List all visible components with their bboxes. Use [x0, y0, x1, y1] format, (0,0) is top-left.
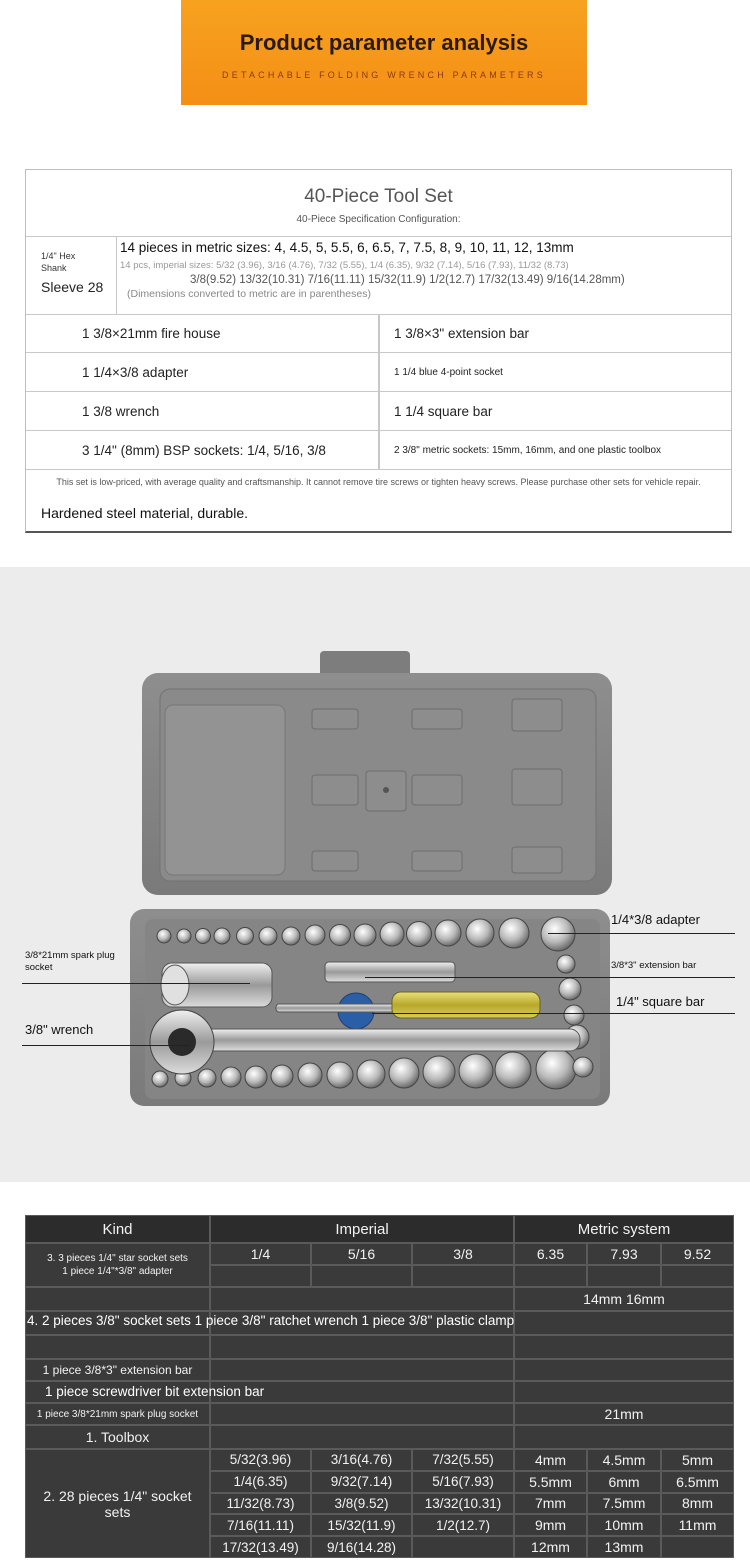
- spec-header: [26, 170, 731, 237]
- empty-cell: [210, 1265, 311, 1287]
- label-adapter: 1/4*3/8 adapter: [611, 912, 700, 927]
- empty-cell: [311, 1265, 412, 1287]
- empty-cell: [514, 1265, 587, 1287]
- kind-cell: 4. 2 pieces 3/8" socket sets 1 piece 3/8" ratchet wrench 1 piece 3/8" plastic clamp: [27, 1313, 515, 1328]
- extension-bar: [325, 962, 455, 982]
- material-note: Hardened steel material, durable.: [41, 505, 249, 521]
- banner-title: Product parameter analysis: [239, 30, 529, 55]
- col-header-kind: Kind: [25, 1215, 210, 1243]
- empty-cell: [210, 1403, 514, 1425]
- product-photo: [0, 567, 750, 1182]
- imperial-sizes-continued: 3/8(9.52) 13/32(10.31) 7/16(11.11) 15/32(11.9) 1/2(12.7) 17/32(13.49) 9/16(14.28mm): [190, 274, 625, 286]
- socket-size-cell: 1/2(12.7): [412, 1514, 514, 1536]
- empty-cell: [210, 1335, 514, 1359]
- empty-cell: [514, 1311, 734, 1335]
- socket-size-cell: 10mm: [587, 1514, 661, 1536]
- col-header-metric: Metric system: [514, 1215, 734, 1243]
- empty-cell: [25, 1287, 210, 1311]
- spec-item: 1 3/8×3" extension bar: [394, 326, 530, 341]
- socket-size-cell: 11mm: [661, 1514, 734, 1536]
- socket-size-cell: 15/32(11.9): [311, 1514, 412, 1536]
- socket-size-cell: 3/8(9.52): [311, 1493, 412, 1515]
- empty-cell: [514, 1335, 734, 1359]
- imperial-sizes: 14 pcs, imperial sizes: 5/32 (3.96), 3/16 (4.76), 7/32 (5.55), 1/4 (6.35), 9/32 (7.14), 5/16 (7.93), 11/32 (8.73): [120, 260, 569, 271]
- empty-cell: [210, 1287, 514, 1311]
- socket-size-cell: 5.5mm: [514, 1471, 587, 1493]
- sleeve-count: Sleeve 28: [41, 279, 104, 295]
- spec-item-grid: [26, 314, 731, 470]
- toolbox-illustration: [0, 567, 750, 1182]
- leader-line: [22, 983, 250, 984]
- socket-size-cell: [412, 1536, 514, 1558]
- socket-size-cell: 3/16(4.76): [311, 1449, 412, 1471]
- socket-size-cell: 6.5mm: [661, 1471, 734, 1493]
- banner-subtitle: DETACHABLE FOLDING WRENCH PARAMETERS: [222, 70, 546, 80]
- kind-cell: 2. 28 pieces 1/4" socket sets: [25, 1449, 210, 1558]
- socket-size-cell: 11/32(8.73): [210, 1493, 311, 1515]
- socket-size-cell: 5mm: [661, 1449, 734, 1471]
- socket-size-cell: 7/16(11.11): [210, 1514, 311, 1536]
- spec-card: [25, 169, 732, 533]
- empty-cell: [661, 1265, 734, 1287]
- empty-cell: [210, 1359, 514, 1381]
- header-banner: [181, 0, 587, 105]
- socket-size-cell: 12mm: [514, 1536, 587, 1558]
- spec-row: [26, 431, 731, 470]
- spec-item: 1 1/4×3/8 adapter: [82, 365, 189, 380]
- spec-item: 1 1/4 blue 4-point socket: [394, 367, 503, 378]
- leader-line: [372, 1013, 735, 1014]
- socket-size-cell: 4.5mm: [587, 1449, 661, 1471]
- metric-cell: 6.35: [514, 1243, 587, 1265]
- empty-cell: [514, 1381, 734, 1403]
- leader-line: [365, 977, 735, 978]
- ratchet-wrench: [200, 1029, 580, 1051]
- spec-item: 1 3/8 wrench: [82, 404, 160, 419]
- empty-cell: [412, 1265, 514, 1287]
- spec-sizes-cell: [120, 240, 725, 300]
- screwdriver-handle: [392, 992, 540, 1018]
- label-square-bar: 1/4" square bar: [616, 994, 705, 1009]
- spec-sleeve-cell: [26, 236, 117, 314]
- kind-cell: 1. Toolbox: [25, 1425, 210, 1449]
- imperial-cell: 3/8: [412, 1243, 514, 1265]
- label-spark-plug: 3/8*21mm spark plug socket: [25, 950, 115, 973]
- spec-item: 3 1/4" (8mm) BSP sockets: 1/4, 5/16, 3/8: [82, 443, 326, 458]
- parts-table: [25, 1215, 734, 1558]
- metric-cell: 7.93: [587, 1243, 661, 1265]
- socket-size-cell: 6mm: [587, 1471, 661, 1493]
- imperial-cell: 5/16: [311, 1243, 412, 1265]
- socket-size-cell: 9mm: [514, 1514, 587, 1536]
- metric-cell: 9.52: [661, 1243, 734, 1265]
- spec-item: 1 3/8×21mm fire house: [82, 326, 221, 341]
- socket-size-cell: [661, 1536, 734, 1558]
- metric-sizes: 14 pieces in metric sizes: 4, 4.5, 5, 5.5, 6, 6.5, 7, 7.5, 8, 9, 10, 11, 12, 13mm: [120, 240, 574, 255]
- spec-row: [26, 392, 731, 431]
- spec-row: [26, 314, 731, 353]
- empty-cell: [514, 1425, 734, 1449]
- conversion-note: (Dimensions converted to metric are in parentheses): [127, 288, 371, 300]
- spec-row: [26, 353, 731, 392]
- spec-item: 1 1/4 square bar: [394, 404, 493, 419]
- leader-line: [548, 933, 735, 934]
- socket-size-cell: 5/16(7.93): [412, 1471, 514, 1493]
- empty-cell: [210, 1425, 514, 1449]
- socket-size-cell: 9/16(14.28): [311, 1536, 412, 1558]
- socket-size-cell: 7.5mm: [587, 1493, 661, 1515]
- socket-size-cell: 13/32(10.31): [412, 1493, 514, 1515]
- socket-size-cell: 4mm: [514, 1449, 587, 1471]
- spec-socket-row: [26, 236, 731, 315]
- quality-note: This set is low-priced, with average quality and craftsmanship. It cannot remove tire screws or tighten heavy screws. Please purchase other sets for vehicle repair.: [56, 477, 701, 487]
- socket-size-cell: 1/4(6.35): [210, 1471, 311, 1493]
- hex-shank-label: 1/4" Hex Shank: [41, 251, 76, 273]
- socket-size-cell: 8mm: [661, 1493, 734, 1515]
- metric-cell: 21mm: [514, 1403, 734, 1425]
- socket-size-cell: 17/32(13.49): [210, 1536, 311, 1558]
- empty-cell: [514, 1359, 734, 1381]
- leader-line: [22, 1045, 190, 1046]
- spec-subtitle: 40-Piece Specification Configuration:: [296, 214, 461, 225]
- kind-cell: 3. 3 pieces 1/4" star socket sets 1 piece 1/4"*3/8" adapter: [25, 1243, 210, 1287]
- empty-cell: [25, 1335, 210, 1359]
- label-extension-bar: 3/8*3" extension bar: [611, 960, 697, 971]
- socket-size-cell: 13mm: [587, 1536, 661, 1558]
- metric-cell: 14mm 16mm: [514, 1287, 734, 1311]
- socket-size-cell: 7mm: [514, 1493, 587, 1515]
- kind-cell: 1 piece 3/8*3" extension bar: [25, 1359, 210, 1381]
- socket-size-cell: 5/32(3.96): [210, 1449, 311, 1471]
- kind-cell: 1 piece 3/8*21mm spark plug socket: [25, 1403, 210, 1425]
- spec-item: 2 3/8" metric sockets: 15mm, 16mm, and one plastic toolbox: [394, 445, 662, 456]
- kind-cell: 1 piece screwdriver bit extension bar: [45, 1384, 265, 1399]
- socket-size-cell: 7/32(5.55): [412, 1449, 514, 1471]
- empty-cell: [587, 1265, 661, 1287]
- socket-size-cell: 9/32(7.14): [311, 1471, 412, 1493]
- spec-title: 40-Piece Tool Set: [304, 186, 453, 207]
- col-header-imperial: Imperial: [210, 1215, 514, 1243]
- imperial-cell: 1/4: [210, 1243, 311, 1265]
- label-wrench: 3/8" wrench: [25, 1022, 94, 1037]
